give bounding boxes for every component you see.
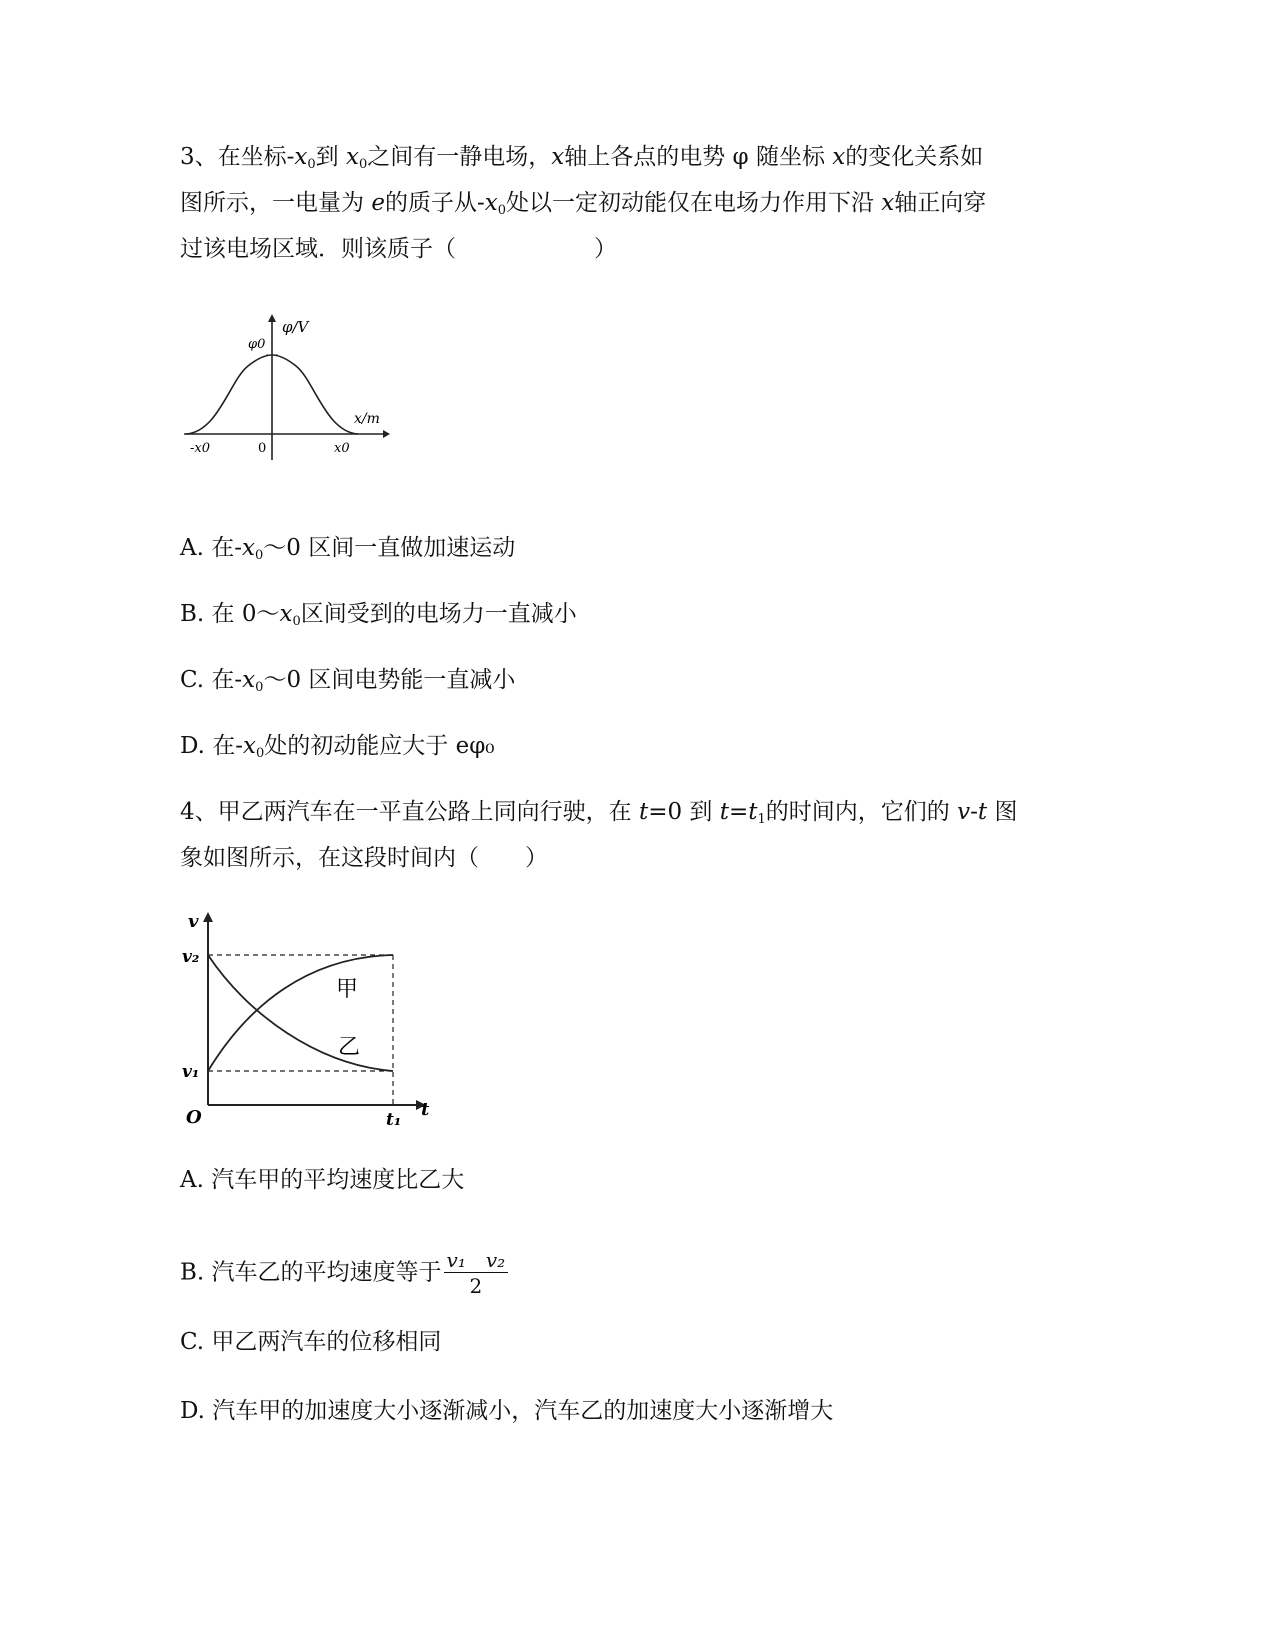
pos-x0-label: x0 — [334, 441, 350, 456]
q3-option-c: C. 在$-x_0\sim 0$ 区间电势能一直减小 — [180, 667, 516, 695]
t1-label: t₁ — [386, 1110, 402, 1130]
q3-option-d: D. 在$-x_0$处的初动能应大于 eφ₀ — [180, 733, 495, 761]
origin-label: 0 — [258, 441, 267, 456]
q4-option-a: A. 汽车甲的平均速度比乙大 — [180, 1167, 465, 1193]
y-axis-arrow — [268, 314, 276, 322]
q4-option-c: C. 甲乙两汽车的位移相同 — [180, 1329, 442, 1355]
q4-velocity-figure — [178, 905, 438, 1135]
v1-label: v₁ — [182, 1062, 200, 1082]
x-axis-arrow — [383, 430, 390, 438]
x-axis-label: x/m — [354, 411, 380, 427]
v-axis-label: v — [188, 911, 199, 932]
q4-line-2: 象如图所示，在这段时间内（ ） — [180, 845, 548, 871]
v2-label: v₂ — [182, 947, 200, 967]
q4-option-b: B. 汽车乙的平均速度等于 $\frac{\text{v₁ v₂}}{2}$ — [180, 1248, 508, 1299]
q3-line-3: 过该电场区域．则该质子（ ） — [180, 236, 617, 262]
q3-line-1: 3、在坐标$-x_0$到 $x_0$之间有一静电场，x轴上各点的电势 φ 随坐标 x的变化关系如 — [180, 144, 984, 172]
curve-jia — [208, 955, 393, 1071]
v-axis-arrow — [203, 912, 213, 922]
origin-label: O — [186, 1107, 202, 1128]
phi0-label: φ0 — [248, 337, 266, 352]
q3-option-b: B. 在 $0\sim x_0$区间受到的电场力一直减小 — [180, 601, 577, 629]
average-velocity-fraction: $\frac{\text{v₁ v₂}}{2}$ — [444, 1248, 509, 1299]
neg-x0-label: -x0 — [190, 441, 210, 456]
q4-option-d: D. 汽车甲的加速度大小逐渐减小，汽车乙的加速度大小逐渐增大 — [180, 1398, 834, 1424]
q3-potential-figure — [178, 310, 393, 470]
q4-line-1: 4、甲乙两汽车在一平直公路上同向行驶，在 t=0 到 $t=t_1$的时间内，它们的 v-t 图 — [180, 799, 1018, 827]
q3-line-2: 图所示，一电量为 e的质子从$-x_0$处以一定初动能仅在电场力作用下沿 x轴正向穿 — [180, 190, 987, 218]
t-axis-label: t — [421, 1099, 430, 1120]
curve-jia-label: 甲 — [336, 977, 359, 1002]
y-axis-label: φ/V — [282, 318, 309, 336]
curve-yi — [208, 955, 393, 1071]
q3-option-a: A. 在$-x_0\sim 0$ 区间一直做加速运动 — [180, 535, 516, 563]
curve-yi-label: 乙 — [338, 1035, 361, 1060]
